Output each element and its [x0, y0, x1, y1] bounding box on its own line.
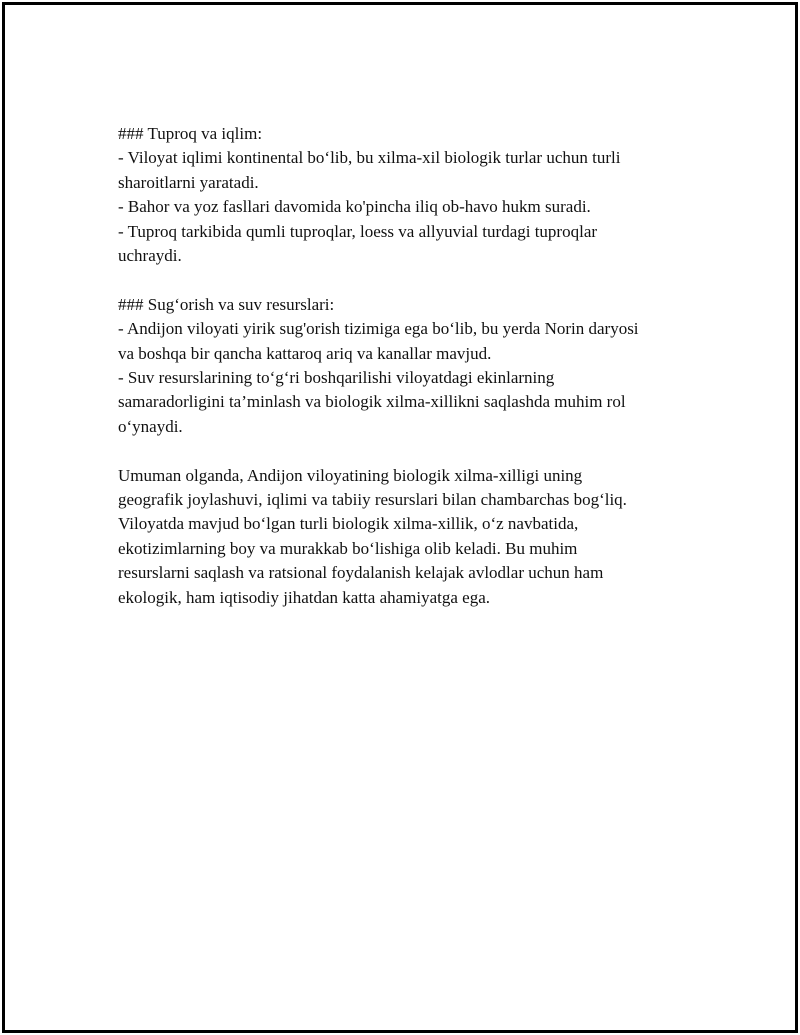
paragraph-gap — [118, 439, 708, 463]
bullet-line: - Tuproq tarkibida qumli tuproqlar, loess va allyuvial turdagi tuproqlar — [118, 221, 598, 241]
section-heading: ### Tuproq va iqlim: — [118, 124, 263, 143]
paragraph-line: resurslarni saqlash va ratsional foydalanish kelajak avlodlar uchun ham — [118, 563, 604, 583]
paragraph-line: ekotizimlarning boy va murakkab bo‘lishiga olib keladi. Bu muhim — [118, 538, 578, 558]
bullet-line: - Suv resurslarining to‘g‘ri boshqarilishi viloyatdagi ekinlarning — [118, 368, 555, 388]
bullet-line: - Andijon viloyati yirik sug'orish tizimiga ega bo‘lib, bu yerda Norin daryosi — [118, 319, 639, 339]
document-body — [118, 122, 708, 610]
paragraph-line: Umuman olganda, Andijon viloyatining biologik xilma-xilligi uning — [118, 465, 583, 485]
page-border — [2, 2, 798, 1033]
bullet-item — [118, 366, 708, 439]
section-irrigation — [118, 293, 708, 439]
bullet-line: va boshqa bir qancha kattaroq ariq va kanallar mavjud. — [118, 343, 492, 363]
paragraph-line: Viloyatda mavjud bo‘lgan turli biologik xilma-xillik, o‘z navbatida, — [118, 514, 579, 534]
bullet-item — [118, 195, 708, 219]
bullet-line: o‘ynaydi. — [118, 416, 183, 436]
bullet-line: uchraydi. — [118, 246, 182, 266]
bullet-line: samaradorligini ta’minlash va biologik xilma-xillikni saqlashda muhim rol — [118, 392, 626, 412]
section-soil-climate — [118, 122, 708, 268]
paragraph-gap — [118, 268, 708, 292]
section-heading: ### Sug‘orish va suv resurslari: — [118, 294, 335, 314]
bullet-item — [118, 220, 708, 269]
bullet-item — [118, 317, 708, 366]
paragraph-line: ekologik, ham iqtisodiy jihatdan katta ahamiyatga ega. — [118, 587, 491, 607]
bullet-item — [118, 146, 708, 195]
bullet-line: sharoitlarni yaratadi. — [118, 172, 259, 192]
bullet-line: - Viloyat iqlimi kontinental bo‘lib, bu xilma-xil biologik turlar uchun turli — [118, 148, 621, 168]
conclusion-paragraph — [118, 464, 708, 610]
bullet-line: - Bahor va yoz fasllari davomida ko'pincha iliq ob-havo hukm suradi. — [118, 197, 591, 217]
paragraph-line: geografik joylashuvi, iqlimi va tabiiy resurslari bilan chambarchas bog‘liq. — [118, 490, 627, 510]
